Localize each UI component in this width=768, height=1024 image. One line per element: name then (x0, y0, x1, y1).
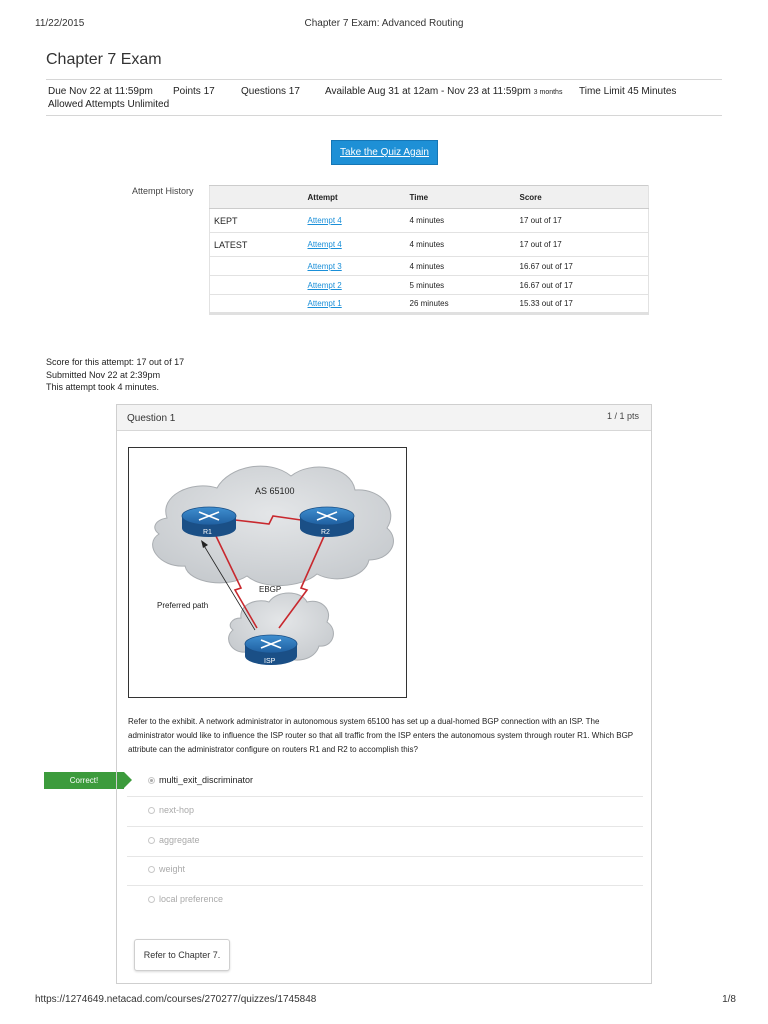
attempt-link[interactable]: Attempt 4 (307, 216, 342, 225)
attempt-time: 26 minutes (406, 295, 516, 314)
take-quiz-again-button[interactable]: Take the Quiz Again (331, 140, 438, 165)
exam-title: Chapter 7 Exam (46, 51, 162, 68)
question-card (116, 404, 652, 984)
row-label (210, 257, 304, 276)
attempt-time: 4 minutes (406, 257, 516, 276)
network-diagram (129, 448, 406, 697)
answer-label: multi_exit_discriminator (159, 775, 254, 785)
answer-option[interactable] (127, 886, 643, 916)
print-footer (0, 994, 768, 1008)
answer-label: weight (159, 864, 186, 874)
divider (46, 79, 722, 80)
question-text: Refer to the exhibit. A network administrator in autonomous system 65100 has set up a dual-homed BGP connection with an ISP. The administrator would like to influence the ISP router so that all traffic from the ISP enters the autonomous system through router R1. Which BGP attribute can the administrator configure on routers R1 and R2 to accomplish this? (128, 717, 633, 754)
r2-label: R2 (321, 529, 330, 536)
exhibit-diagram (128, 447, 407, 698)
question-comment: Refer to Chapter 7. (134, 939, 230, 971)
attempt-score: 17 out of 17 (516, 209, 649, 233)
attempt-link[interactable]: Attempt 4 (307, 240, 342, 249)
attempt-score: 17 out of 17 (516, 233, 649, 257)
attempt-link[interactable]: Attempt 1 (307, 299, 342, 308)
question-title: Question 1 (127, 413, 176, 424)
answer-label: next-hop (159, 805, 195, 815)
divider (46, 115, 722, 116)
allowed-attempts: Allowed Attempts Unlimited (48, 99, 170, 110)
question-header (117, 405, 651, 431)
print-header (0, 18, 768, 32)
page-url: https://1274649.netacad.com/courses/270277/quizzes/1745848 (35, 994, 317, 1005)
attempt-time: 4 minutes (406, 209, 516, 233)
availability-range: Available Aug 31 at 12am - Nov 23 at 11:59pm (325, 86, 531, 97)
attempt-score-text: Score for this attempt: 17 out of 17 (46, 357, 185, 367)
radio-button[interactable] (148, 896, 155, 903)
question-count: Questions 17 (241, 86, 300, 97)
preferred-path-label: Preferred path (157, 601, 209, 610)
answer-option[interactable] (127, 856, 643, 886)
as-label: AS 65100 (255, 486, 295, 496)
answer-option[interactable] (127, 827, 643, 857)
isp-label: ISP (264, 658, 276, 665)
answer-label: aggregate (159, 835, 200, 845)
radio-button[interactable] (148, 837, 155, 844)
attempt-score: 16.67 out of 17 (516, 257, 649, 276)
answer-label: local preference (159, 894, 224, 904)
availability-note: 3 months (533, 89, 563, 96)
column-header-time: Time (406, 186, 516, 209)
column-header-score: Score (516, 186, 649, 209)
answer-option[interactable] (127, 767, 643, 797)
row-label (210, 276, 304, 295)
ebgp-label: EBGP (259, 585, 282, 594)
attempt-score: 15.33 out of 17 (516, 295, 649, 314)
submitted-text: Submitted Nov 22 at 2:39pm (46, 369, 161, 380)
time-limit: Time Limit 45 Minutes (579, 86, 677, 97)
row-label: KEPT (210, 209, 304, 233)
due-date: Due Nov 22 at 11:59pm (48, 86, 153, 97)
attempt-history-table (209, 185, 649, 315)
attempt-history-label: Attempt History (132, 186, 194, 196)
page-number: 1/8 (722, 994, 736, 1005)
print-date: 11/22/2015 (35, 18, 85, 29)
radio-button[interactable] (148, 807, 155, 814)
availability (325, 85, 562, 99)
table-row (210, 276, 649, 295)
correct-badge: Correct! (44, 772, 124, 789)
row-label: LATEST (210, 233, 304, 257)
column-header (210, 186, 304, 209)
row-label (210, 295, 304, 314)
attempt-link[interactable]: Attempt 2 (307, 280, 342, 290)
print-document-title: Chapter 7 Exam: Advanced Routing (304, 18, 464, 29)
column-header-attempt: Attempt (304, 186, 406, 209)
answer-option[interactable] (127, 797, 643, 827)
points: Points 17 (173, 86, 215, 97)
table-header-row (210, 186, 649, 209)
r1-label: R1 (203, 529, 212, 536)
table-row (210, 295, 649, 314)
table-row (210, 257, 649, 276)
attempt-link[interactable]: Attempt 3 (307, 261, 342, 271)
radio-button[interactable] (148, 866, 155, 873)
attempt-time: 5 minutes (406, 276, 516, 295)
radio-button-selected[interactable] (148, 777, 155, 784)
table-row (210, 233, 649, 257)
attempt-score: 16.67 out of 17 (516, 276, 649, 295)
duration-text: This attempt took 4 minutes. (46, 382, 160, 392)
question-points: 1 / 1 pts (606, 411, 639, 421)
table-row (210, 209, 649, 233)
attempt-time: 4 minutes (406, 233, 516, 257)
attempt-summary (46, 356, 184, 394)
